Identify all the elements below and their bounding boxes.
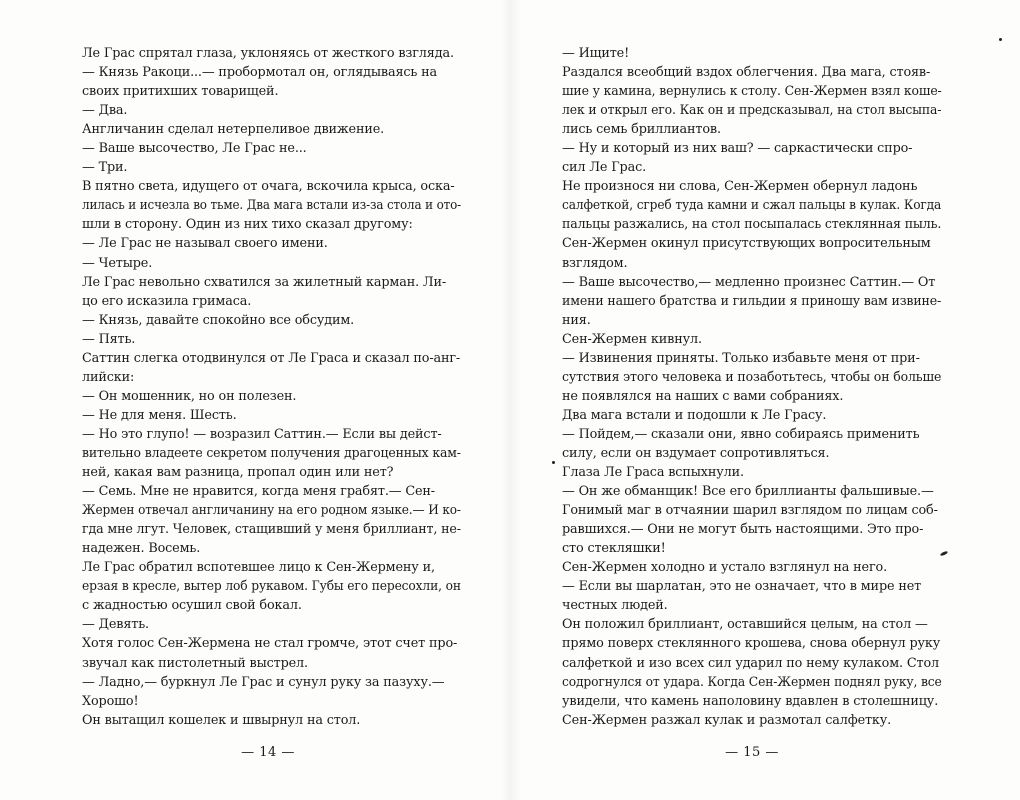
text-line: своих притихших товарищей. (82, 84, 279, 100)
text-line: Ле Грас невольно схватился за жилетный карман. Ли- (82, 274, 447, 290)
text-line: — Ищите! (562, 46, 630, 61)
left-page (82, 44, 467, 730)
text-line: Глаза Ле Граса вспыхнули. (562, 465, 744, 481)
text-line: Англичанин сделал нетерпеливое движение. (82, 122, 385, 138)
text-line: не появлялся на наших с вами собраниях. (562, 388, 844, 404)
text-line: честных людей. (562, 598, 668, 614)
text-line: пальцы разжались, на стол посыпалась стеклянная пыль. (562, 217, 942, 233)
text-line: цо его исказила гримаса. (82, 293, 252, 309)
text-line: — Ладно,— буркнул Ле Грас и сунул руку за пазуху.— (82, 674, 445, 690)
ink-speck (999, 38, 1002, 41)
text-line: салфеткой и изо всех сил ударил по нему кулаком. Стол (562, 655, 940, 671)
right-page (562, 44, 947, 730)
text-line: Сен-Жермен холодно и устало взглянул на него. (562, 560, 888, 576)
text-line: лийски: (82, 369, 135, 385)
text-line: гда мне лгут. Человек, стащивший у меня бриллиант, не- (82, 522, 461, 538)
text-line: — Четыре. (82, 255, 153, 271)
text-line: Сен-Жермен разжал кулак и размотал салфетку. (562, 712, 892, 728)
text-line: лек и открыл его. Как он и предсказывал, на стол высыпа- (562, 103, 942, 119)
text-line: шли в сторону. Один из них тихо сказал другому: (82, 217, 413, 233)
text-line: равшихся.— Они не могут быть настоящими. Это про- (562, 522, 924, 538)
text-line: звучал как пистолетный выстрел. (82, 655, 308, 671)
text-line: силу, если он вздумает сопротивляться. (562, 445, 830, 461)
text-line: Сен-Жермен кивнул. (562, 331, 702, 347)
text-line: — Девять. (82, 617, 149, 633)
text-line: взглядом. (562, 255, 628, 271)
text-line: имени нашего братства и гильдии я приношу вам извине- (562, 293, 942, 309)
text-line: ерзая в кресле, вытер лоб рукавом. Губы его пересохли, он (82, 579, 461, 595)
text-line: надежен. Восемь. (82, 541, 201, 557)
text-line: Хорошо! (82, 693, 139, 709)
text-line: Не произнося ни слова, Сен-Жермен обернул ладонь (562, 179, 918, 195)
gutter (500, 0, 520, 800)
text-line: — Он же обманщик! Все его бриллианты фальшивые.— (562, 484, 934, 500)
text-line: ния. (562, 312, 591, 328)
text-line: сутствия этого человека и позаботьтесь, чтобы он больше (562, 369, 942, 385)
text-line: увидели, что камень наполовину вдавлен в столешницу. (562, 693, 939, 709)
text-line: лилась и исчезла во тьме. Два мага встали из-за стола и ото- (82, 198, 462, 214)
text-line: — Ваше высочество, Ле Грас не... (82, 141, 307, 157)
text-line: Жермен отвечал англичанину на его родном языке.— И ко- (82, 503, 461, 519)
text-line: Раздался всеобщий вздох облегчения. Два мага, стояв- (562, 65, 931, 81)
text-line: — Пять. (82, 331, 136, 347)
text-line: Он вытащил кошелек и швырнул на стол. (82, 712, 361, 728)
text-line: — Ваше высочество,— медленно произнес Саттин.— От (562, 274, 936, 290)
text-line: — Ну и который из них ваш? — саркастически спро- (562, 141, 913, 157)
text-line: — Два. (82, 103, 128, 119)
text-line: — Князь Ракоци...— пробормотал он, оглядываясь на (82, 65, 438, 81)
ink-speck (552, 461, 555, 464)
text-line: с жадностью осушил свой бокал. (82, 598, 302, 614)
text-line: вительно владеете секретом получения драгоценных кам- (82, 445, 461, 461)
right-page-text (562, 44, 947, 730)
text-line: — Три. (82, 160, 128, 176)
text-line: ней, какая вам разница, пропал один или нет? (82, 465, 394, 481)
text-line: — Но это глупо! — возразил Саттин.— Если вы дейст- (82, 426, 442, 442)
text-line: — Князь, давайте спокойно все обсудим. (82, 312, 355, 328)
right-page-number: — 15 — (725, 745, 779, 760)
text-line: — Семь. Мне не нравится, когда меня грабят.— Сен- (82, 484, 435, 500)
text-line: лись семь бриллиантов. (562, 122, 721, 138)
text-line: — Не для меня. Шесть. (82, 407, 237, 423)
text-line: прямо поверх стеклянного крошева, снова обернул руку (562, 636, 941, 652)
left-page-number: — 14 — (241, 745, 295, 760)
text-line: — Он мошенник, но он полезен. (82, 388, 297, 404)
text-line: шие у камина, вернулись к столу. Сен-Жермен взял коше- (562, 84, 942, 100)
text-line: Саттин слегка отодвинулся от Ле Граса и сказал по-анг- (82, 350, 461, 366)
text-line: Ле Грас спрятал глаза, уклоняясь от жесткого взгляда. (82, 46, 454, 61)
text-line: салфеткой, сгреб туда камни и сжал пальцы в кулак. Когда (562, 198, 942, 214)
text-line: сил Ле Грас. (562, 160, 647, 176)
text-line: В пятно света, идущего от очага, вскочила крыса, оска- (82, 179, 455, 195)
text-line: Ле Грас обратил вспотевшее лицо к Сен-Жермену и, (82, 560, 435, 576)
text-line: — Если вы шарлатан, это не означает, что в мире нет (562, 579, 922, 595)
text-line: содрогнулся от удара. Когда Сен-Жермен поднял руку, все (562, 674, 942, 690)
text-line: Он положил бриллиант, оставшийся целым, на стол — (562, 617, 928, 633)
text-line: Гонимый маг в отчаянии шарил взглядом по лицам соб- (562, 503, 938, 519)
text-line: Сен-Жермен окинул присутствующих вопросительным (562, 236, 931, 252)
text-line: — Извинения приняты. Только избавьте меня от при- (562, 350, 920, 366)
left-page-text (82, 44, 467, 730)
text-line: — Пойдем,— сказали они, явно собираясь применить (562, 426, 920, 442)
text-line: Два мага встали и подошли к Ле Грасу. (562, 407, 827, 423)
text-line: сто стекляшки! (562, 541, 666, 557)
text-line: Хотя голос Сен-Жермена не стал громче, этот счет про- (82, 636, 458, 652)
text-line: — Ле Грас не называл своего имени. (82, 236, 328, 252)
